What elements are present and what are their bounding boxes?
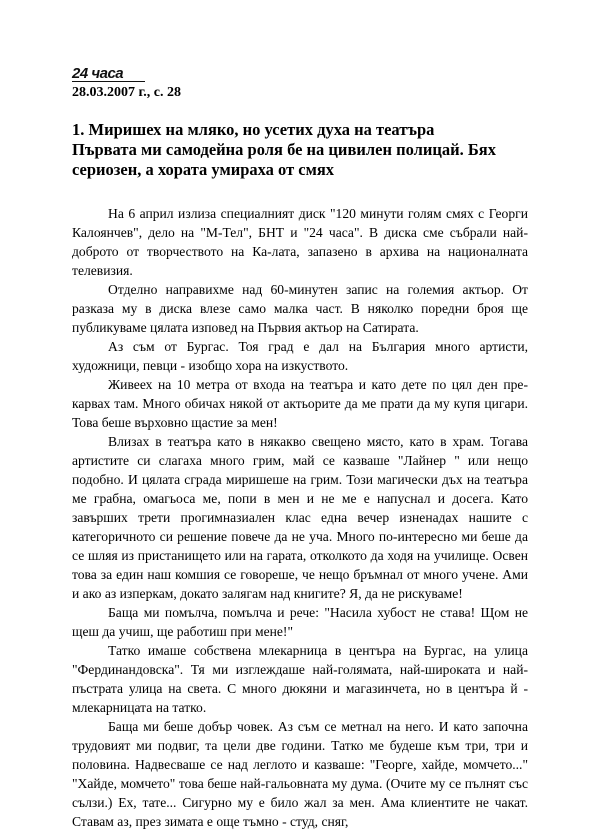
article-headline [72,120,532,180]
paragraph: Татко имаше собствена млекарница в центъра на Бургас, на улица "Фердинандовска". Тя ми изглеждаше най-голямата, най-широката и най-пъстрата улица на света. С много дюкяни и магазинчета, но в центъра й - млекарницата на татко. [72,643,528,715]
headline-line-2: Първата ми самодейна роля бе на цивилен полицай. Бях [72,140,496,159]
headline-line-1: 1. Миришех на мляко, но усетих духа на театъра [72,120,435,139]
paragraph: Аз съм от Бургас. Тоя град е дал на България много артисти, художници, певци - изобщо хора на изкуството. [72,339,528,373]
paragraph: Влизах в театъра като в някакво свещено място, като в храм. Тогава артистите си слагаха много грим, май се казваше "Лайнер " или нещо подобно. И цялата сграда миришеше на грим. Този магически дъх на театъра ме грабна, омагьоса ме, попи в мен и не ме е напуснал и досега. Като завърших трети прогимназиален клас една вечер изненадах нашите с категоричното си решение повече да не уча. Много по-интересно ми беше да се шляя из пристанището или на гарата, отколкото да ходя на училище. Освен това за един наш комшия се говореше, че нещо бръмнал от много учене. Ами и ако аз изперкам, докато залягам над книгите? Я, да не рискуваме! [72,434,528,601]
paragraph: На 6 април излиза специалният диск "120 минути голям смях с Георги Калоянчев", дело на "М-Тел", БНТ и "24 часа". В диска сме събрали най-доброто от творчеството на Ка-лата, запазено в архива на националната телевизия. [72,206,528,278]
paragraph: Отделно направихме над 60-минутен запис на големия актьор. От разказа му в диска влезе само малка част. В няколко поредни броя ще публикуваме цялата изповед на Първия актьор на Сатирата. [72,282,528,335]
paragraph: Баща ми помълча, помълча и рече: "Насила хубост не става! Щом не щеш да учиш, ще работиш при мене!" [72,605,528,639]
article-body [72,204,528,831]
newspaper-logo: 24 часа [72,66,145,82]
headline-line-3: сериозен, а хората умираха от смях [72,160,335,179]
publication-date: 28.03.2007 г., с. 28 [72,85,181,100]
paragraph: Живеех на 10 метра от входа на театъра и като дете по цял ден пре-карвах там. Много обичах някой от актьорите да ме прати да му купя цигари. Това беше върховно щастие за мен! [72,377,528,430]
paragraph: Баща ми беше добър човек. Аз съм се метнал на него. И като започна трудовият ми подвиг, та цели две години. Татко ме будеше към три, три и половина. Надвесваше се над леглото и казваше: "Георге, хайде, момчето..." "Хайде, момчето" това беше най-гальовната му дума. (Очите му се пълнят със сълзи.) Ех, тате... Сигурно му е било жал за мен. Ама клиентите не чакат. Ставам аз, през зимата е още тъмно - студ, сняг, [72,719,528,829]
